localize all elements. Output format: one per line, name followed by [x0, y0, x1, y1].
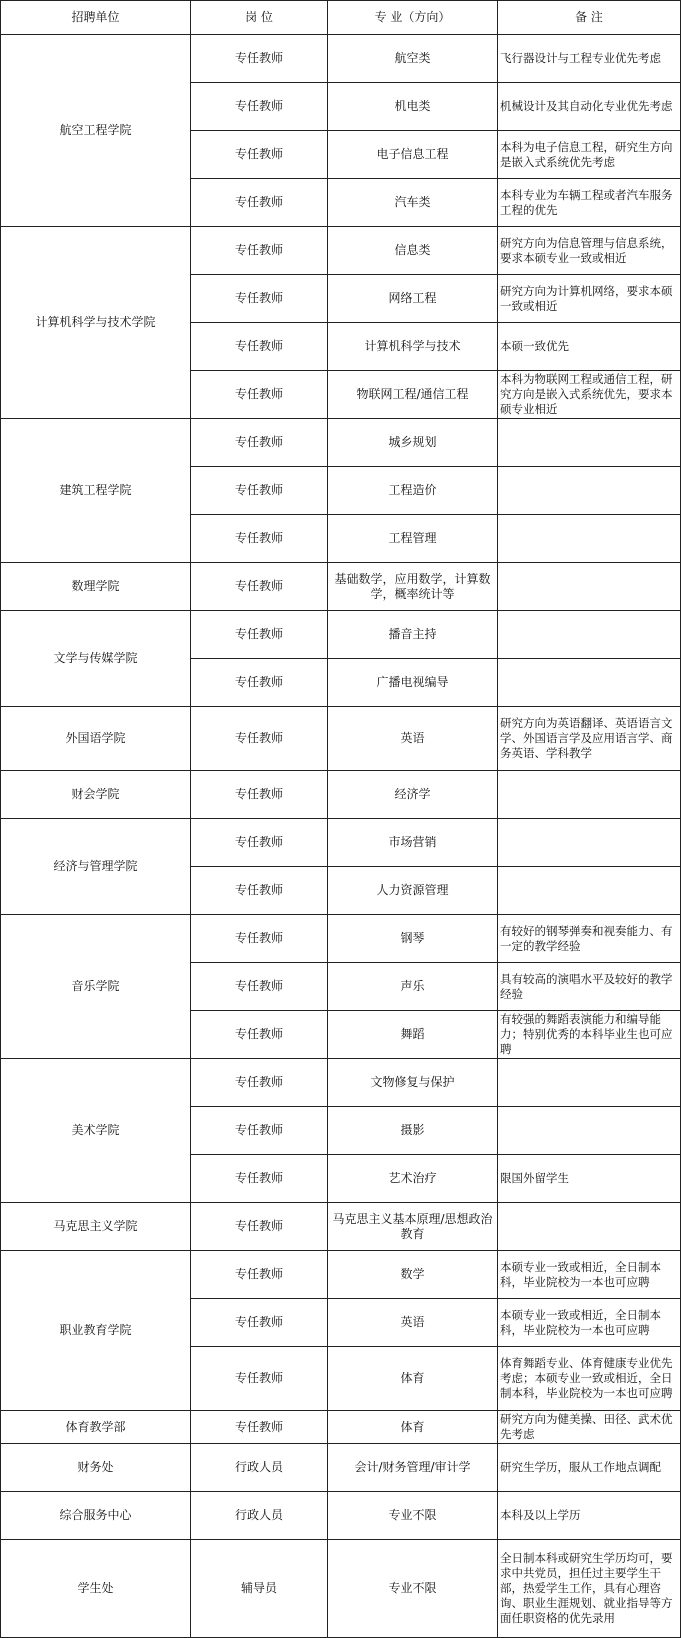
post-cell: 专任教师 — [191, 1155, 328, 1203]
unit-cell: 综合服务中心 — [1, 1492, 191, 1540]
major-cell: 网络工程 — [328, 275, 498, 323]
header-post: 岗 位 — [191, 1, 328, 35]
major-cell: 经济学 — [328, 771, 498, 819]
note-cell: 研究方向为信息管理与信息系统，要求本硕专业一致或相近 — [498, 227, 681, 275]
unit-cell: 马克思主义学院 — [1, 1203, 191, 1251]
note-cell: 本科及以上学历 — [498, 1492, 681, 1540]
post-cell: 专任教师 — [191, 1347, 328, 1411]
note-cell: 研究生学历，服从工作地点调配 — [498, 1444, 681, 1492]
note-cell — [498, 1059, 681, 1107]
note-cell: 本科为电子信息工程，研究生方向是嵌入式系统优先考虑 — [498, 131, 681, 179]
note-cell — [498, 419, 681, 467]
note-cell: 飞行器设计与工程专业优先考虑 — [498, 35, 681, 83]
unit-cell: 数理学院 — [1, 563, 191, 611]
unit-cell: 财务处 — [1, 1444, 191, 1492]
table-row — [1, 1251, 681, 1299]
note-cell — [498, 611, 681, 659]
post-cell: 专任教师 — [191, 819, 328, 867]
unit-cell: 学生处 — [1, 1540, 191, 1638]
major-cell: 摄影 — [328, 1107, 498, 1155]
note-cell: 本科为物联网工程或通信工程，研究方向是嵌入式系统优先，要求本硕专业相近 — [498, 371, 681, 419]
post-cell: 专任教师 — [191, 915, 328, 963]
post-cell: 专任教师 — [191, 1107, 328, 1155]
note-cell: 全日制本科或研究生学历均可，要求中共党员，担任过主要学生干部，热爱学生工作，具有心理咨询、职业生涯规划、就业指导等方面任职资格的优先录用 — [498, 1540, 681, 1638]
table-row — [1, 1059, 681, 1107]
major-cell: 城乡规划 — [328, 419, 498, 467]
post-cell: 辅导员 — [191, 1540, 328, 1638]
note-cell: 本硕专业一致或相近，全日制本科，毕业院校为一本也可应聘 — [498, 1299, 681, 1347]
table-row — [1, 35, 681, 83]
major-cell: 英语 — [328, 707, 498, 771]
table-row — [1, 707, 681, 771]
note-cell: 有较强的舞蹈表演能力和编导能力；特别优秀的本科毕业生也可应聘 — [498, 1011, 681, 1059]
major-cell: 人力资源管理 — [328, 867, 498, 915]
note-cell — [498, 1203, 681, 1251]
post-cell: 专任教师 — [191, 1059, 328, 1107]
major-cell: 信息类 — [328, 227, 498, 275]
post-cell: 专任教师 — [191, 659, 328, 707]
post-cell: 专任教师 — [191, 963, 328, 1011]
major-cell: 基础数学，应用数学，计算数学，概率统计等 — [328, 563, 498, 611]
unit-cell: 计算机科学与技术学院 — [1, 227, 191, 419]
post-cell: 行政人员 — [191, 1444, 328, 1492]
post-cell: 专任教师 — [191, 707, 328, 771]
note-cell — [498, 1107, 681, 1155]
table-row — [1, 563, 681, 611]
post-cell: 专任教师 — [191, 867, 328, 915]
note-cell: 本硕专业一致或相近，全日制本科，毕业院校为一本也可应聘 — [498, 1251, 681, 1299]
header-unit: 招聘单位 — [1, 1, 191, 35]
major-cell: 数学 — [328, 1251, 498, 1299]
note-cell: 机械设计及其自动化专业优先考虑 — [498, 83, 681, 131]
major-cell: 艺术治疗 — [328, 1155, 498, 1203]
major-cell: 文物修复与保护 — [328, 1059, 498, 1107]
major-cell: 汽车类 — [328, 179, 498, 227]
major-cell: 舞蹈 — [328, 1011, 498, 1059]
major-cell: 马克思主义基本原理/思想政治教育 — [328, 1203, 498, 1251]
major-cell: 机电类 — [328, 83, 498, 131]
header-row — [1, 1, 681, 35]
post-cell: 专任教师 — [191, 35, 328, 83]
post-cell: 专任教师 — [191, 1411, 328, 1444]
table-row — [1, 1444, 681, 1492]
unit-cell: 音乐学院 — [1, 915, 191, 1059]
post-cell: 专任教师 — [191, 563, 328, 611]
post-cell: 专任教师 — [191, 1251, 328, 1299]
table-row — [1, 1203, 681, 1251]
major-cell: 钢琴 — [328, 915, 498, 963]
unit-cell: 体育教学部 — [1, 1411, 191, 1444]
major-cell: 专业不限 — [328, 1492, 498, 1540]
note-cell — [498, 867, 681, 915]
major-cell: 专业不限 — [328, 1540, 498, 1638]
major-cell: 体育 — [328, 1347, 498, 1411]
table-row — [1, 419, 681, 467]
major-cell: 工程造价 — [328, 467, 498, 515]
note-cell: 研究方向为计算机网络，要求本硕一致或相近 — [498, 275, 681, 323]
table-row — [1, 611, 681, 659]
unit-cell: 美术学院 — [1, 1059, 191, 1203]
note-cell: 具有较高的演唱水平及较好的教学经验 — [498, 963, 681, 1011]
post-cell: 专任教师 — [191, 771, 328, 819]
post-cell: 专任教师 — [191, 1011, 328, 1059]
major-cell: 计算机科学与技术 — [328, 323, 498, 371]
note-cell — [498, 467, 681, 515]
note-cell — [498, 515, 681, 563]
header-note: 备 注 — [498, 1, 681, 35]
table-row — [1, 227, 681, 275]
post-cell: 专任教师 — [191, 179, 328, 227]
note-cell: 体育舞蹈专业、体育健康专业优先考虑；本硕专业一致或相近，全日制本科，毕业院校为一本也可应聘 — [498, 1347, 681, 1411]
major-cell: 声乐 — [328, 963, 498, 1011]
unit-cell: 职业教育学院 — [1, 1251, 191, 1411]
unit-cell: 航空工程学院 — [1, 35, 191, 227]
post-cell: 专任教师 — [191, 275, 328, 323]
note-cell: 限国外留学生 — [498, 1155, 681, 1203]
note-cell — [498, 771, 681, 819]
table-row — [1, 915, 681, 963]
post-cell: 专任教师 — [191, 131, 328, 179]
post-cell: 专任教师 — [191, 1203, 328, 1251]
table-row — [1, 1411, 681, 1444]
note-cell — [498, 659, 681, 707]
major-cell: 广播电视编导 — [328, 659, 498, 707]
major-cell: 电子信息工程 — [328, 131, 498, 179]
note-cell: 研究方向为健美操、田径、武术优先考虑 — [498, 1411, 681, 1444]
major-cell: 市场营销 — [328, 819, 498, 867]
note-cell: 本科专业为车辆工程或者汽车服务工程的优先 — [498, 179, 681, 227]
note-cell — [498, 819, 681, 867]
post-cell: 专任教师 — [191, 227, 328, 275]
post-cell: 专任教师 — [191, 419, 328, 467]
unit-cell: 建筑工程学院 — [1, 419, 191, 563]
unit-cell: 经济与管理学院 — [1, 819, 191, 915]
major-cell: 物联网工程/通信工程 — [328, 371, 498, 419]
header-major: 专 业（方向） — [328, 1, 498, 35]
table-row — [1, 1492, 681, 1540]
table-row — [1, 1540, 681, 1638]
note-cell — [498, 563, 681, 611]
major-cell: 播音主持 — [328, 611, 498, 659]
major-cell: 航空类 — [328, 35, 498, 83]
major-cell: 英语 — [328, 1299, 498, 1347]
post-cell: 专任教师 — [191, 467, 328, 515]
unit-cell: 外国语学院 — [1, 707, 191, 771]
post-cell: 专任教师 — [191, 371, 328, 419]
major-cell: 体育 — [328, 1411, 498, 1444]
post-cell: 专任教师 — [191, 323, 328, 371]
note-cell: 有较好的钢琴弹奏和视奏能力、有一定的教学经验 — [498, 915, 681, 963]
unit-cell: 文学与传媒学院 — [1, 611, 191, 707]
post-cell: 行政人员 — [191, 1492, 328, 1540]
table-row — [1, 771, 681, 819]
note-cell: 本硕一致优先 — [498, 323, 681, 371]
post-cell: 专任教师 — [191, 611, 328, 659]
unit-cell: 财会学院 — [1, 771, 191, 819]
post-cell: 专任教师 — [191, 515, 328, 563]
note-cell: 研究方向为英语翻译、英语语言文学、外国语言学及应用语言学、商务英语、学科教学 — [498, 707, 681, 771]
table-row — [1, 819, 681, 867]
major-cell: 会计/财务管理/审计学 — [328, 1444, 498, 1492]
post-cell: 专任教师 — [191, 1299, 328, 1347]
post-cell: 专任教师 — [191, 83, 328, 131]
major-cell: 工程管理 — [328, 515, 498, 563]
